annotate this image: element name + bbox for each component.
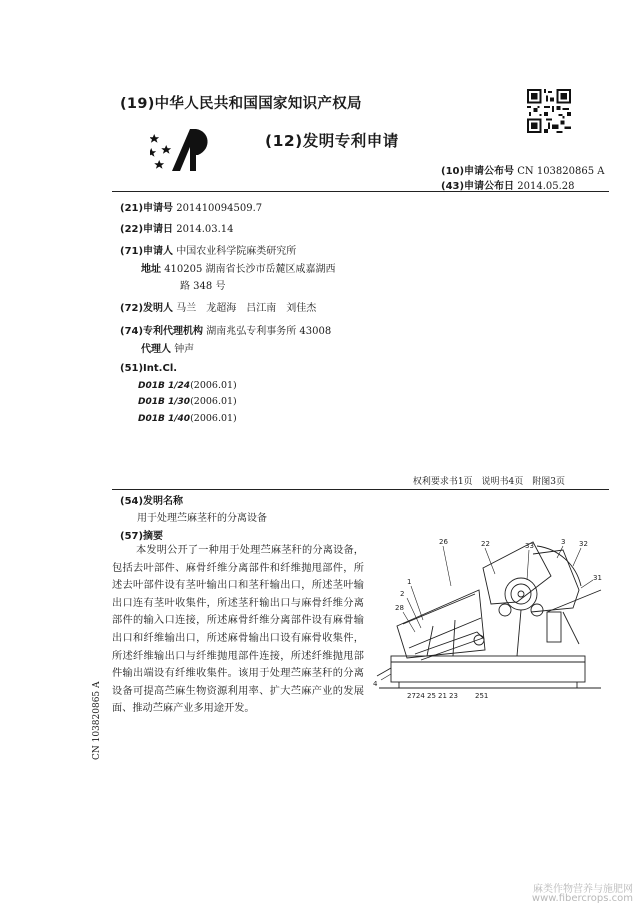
address-row bbox=[141, 260, 336, 275]
side-publication-number: CN 103820865 A bbox=[92, 681, 102, 760]
office-header: (19)中华人民共和国国家知识产权局 bbox=[120, 96, 362, 112]
ipc-item bbox=[138, 380, 237, 391]
invention-title-text: 用于处理苎麻茎秆的分离设备 bbox=[137, 513, 267, 524]
application-date-label: (22)申请日 bbox=[120, 224, 174, 235]
applicant-label: (71)申请人 bbox=[120, 246, 174, 257]
figure-label: 26 bbox=[439, 538, 448, 546]
applicant-name: 中国农业科学院麻类研究所 bbox=[176, 246, 297, 257]
publication-number-label: (10)申请公布号 bbox=[441, 166, 515, 177]
figure-drawing bbox=[367, 528, 613, 706]
figure-label: 2 bbox=[400, 590, 405, 598]
ipc-version: (2006.01) bbox=[190, 396, 237, 407]
figure-label: 31 bbox=[593, 574, 602, 582]
application-date: 2014.03.14 bbox=[176, 224, 234, 235]
agent-label: 代理人 bbox=[141, 344, 171, 355]
agent-name: 钟声 bbox=[174, 344, 195, 355]
inventors-row bbox=[120, 299, 316, 314]
applicant-row bbox=[120, 242, 296, 257]
figure-label: 251 bbox=[475, 692, 489, 700]
figure-label: 2724 bbox=[407, 692, 425, 700]
agent-row bbox=[141, 340, 194, 355]
ipc-label: (51)Int.Cl. bbox=[120, 363, 178, 374]
page-count-summary: 权利要求书1页 说明书4页 附图3页 bbox=[412, 477, 565, 487]
figure-label: 25 bbox=[427, 692, 436, 700]
figure-label: 23 bbox=[449, 692, 458, 700]
address-label: 地址 bbox=[141, 264, 161, 275]
header-divider bbox=[112, 191, 609, 192]
ipc-label-row bbox=[120, 363, 177, 374]
ipc-code: D01B 1/40 bbox=[138, 414, 191, 424]
watermark-site-name: 麻类作物营养与施肥网 bbox=[533, 884, 633, 895]
figure-label: 1 bbox=[407, 578, 412, 586]
inventors-label: (72)发明人 bbox=[120, 303, 174, 314]
watermark-url: www.fibercrops.com bbox=[531, 893, 633, 904]
ipc-item bbox=[138, 396, 237, 407]
document-type-title: (12)发明专利申请 bbox=[265, 132, 399, 150]
figure-label: 21 bbox=[438, 692, 447, 700]
agency-name: 湖南兆弘专利事务所 43008 bbox=[206, 326, 332, 337]
inventors-names: 马兰 龙超海 吕江南 刘佳杰 bbox=[176, 303, 317, 314]
publication-date: 2014.05.28 bbox=[517, 181, 575, 192]
publication-date-label: (43)申请公布日 bbox=[441, 181, 515, 192]
title-label-text: (54)发明名称 bbox=[120, 496, 184, 507]
agency-row bbox=[120, 322, 331, 337]
publication-number-row bbox=[441, 162, 605, 177]
ipc-code: D01B 1/30 bbox=[138, 397, 191, 407]
figure-label: 32 bbox=[579, 540, 588, 548]
title-label bbox=[120, 492, 183, 507]
application-date-row bbox=[120, 220, 234, 235]
invention-title bbox=[137, 509, 267, 524]
abstract-label-text: (57)摘要 bbox=[120, 531, 164, 542]
ipc-code: D01B 1/24 bbox=[138, 381, 191, 391]
abstract-label bbox=[120, 527, 163, 542]
qr-code bbox=[527, 89, 571, 133]
figure-label: 3 bbox=[561, 538, 566, 546]
abstract-text: 本发明公开了一种用于处理苎麻茎秆的分离设备，包括去叶部件、麻骨纤维分离部件和纤维抛甩部件，所述去叶部件设有茎叶输出口和茎秆输出口，所述茎叶输出口连有茎叶收集件，所述茎秆输出口与麻骨纤维分离部件的输入口连接，所述麻骨纤维分离部件设有麻骨输出口和纤维输出口，所述麻骨输出口设有麻骨收集件，所述纤维输出口与纤维抛甩部件连接，所述纤维抛甩部件输出端设有纤维收集件。该用于处理苎麻茎秆的分离设备可提高苎麻生物资源利用率、扩大苎麻产业的发展面、推动苎麻产业多用途开发。 bbox=[112, 545, 364, 715]
application-number-label: (21)申请号 bbox=[120, 203, 174, 214]
address-continuation bbox=[180, 277, 225, 292]
address-line1: 410205 湖南省长沙市岳麓区咸嘉湖西 bbox=[164, 264, 336, 275]
application-number: 201410094509.7 bbox=[176, 203, 263, 214]
publication-date-row bbox=[441, 177, 575, 192]
address-line2: 路 348 号 bbox=[180, 281, 226, 292]
publication-number: CN 103820865 A bbox=[517, 166, 605, 177]
agency-label: (74)专利代理机构 bbox=[120, 326, 204, 337]
figure-label: 22 bbox=[481, 540, 490, 548]
abstract-divider bbox=[112, 489, 609, 490]
figure-label: 28 bbox=[395, 604, 404, 612]
ipc-version: (2006.01) bbox=[190, 380, 237, 391]
sipo-logo bbox=[150, 125, 212, 175]
ipc-version: (2006.01) bbox=[190, 413, 237, 424]
application-number-row bbox=[120, 199, 262, 214]
ipc-item bbox=[138, 413, 237, 424]
figure-label: 4 bbox=[373, 680, 378, 688]
figure-label: 33 bbox=[525, 542, 534, 550]
